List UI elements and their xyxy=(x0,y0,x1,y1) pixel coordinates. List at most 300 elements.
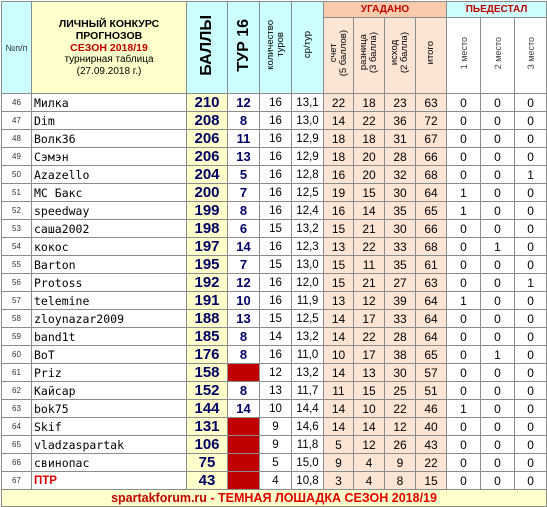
avg-cell: 14,6 xyxy=(292,418,324,436)
place1-cell: 0 xyxy=(447,310,481,328)
avg-cell: 14,4 xyxy=(292,400,324,418)
place1-cell: 1 xyxy=(447,400,481,418)
place3-cell: 0 xyxy=(515,382,547,400)
table-row xyxy=(2,202,547,220)
place3-cell: 0 xyxy=(515,238,547,256)
diff-cell: 20 xyxy=(354,148,385,166)
points-cell: 210 xyxy=(187,94,228,112)
avg-header xyxy=(292,2,324,94)
exact-cell: 5 xyxy=(324,436,354,454)
total-cell: 63 xyxy=(416,94,447,112)
table-row xyxy=(2,382,547,400)
player-name: саша2002 xyxy=(32,220,187,238)
points-cell: 206 xyxy=(187,130,228,148)
place3-cell: 0 xyxy=(515,130,547,148)
avg-cell: 13,2 xyxy=(292,328,324,346)
exact-cell: 13 xyxy=(324,238,354,256)
exact-cell: 16 xyxy=(324,202,354,220)
place3-header xyxy=(515,18,547,94)
avg-cell: 12,9 xyxy=(292,148,324,166)
place3-cell: 0 xyxy=(515,292,547,310)
total-cell: 68 xyxy=(416,166,447,184)
diff-cell: 15 xyxy=(354,184,385,202)
exact-cell: 14 xyxy=(324,418,354,436)
outcome-cell: 31 xyxy=(385,130,416,148)
player-name: zloynazar2009 xyxy=(32,310,187,328)
place1-cell: 0 xyxy=(447,274,481,292)
table-row xyxy=(2,238,547,256)
tours-count-cell: 4 xyxy=(260,472,292,490)
row-index: 63 xyxy=(2,400,32,418)
place1-cell: 1 xyxy=(447,202,481,220)
tours-count-header-label xyxy=(266,20,286,70)
place1-cell: 0 xyxy=(447,472,481,490)
place2-cell: 0 xyxy=(481,202,515,220)
row-index: 53 xyxy=(2,220,32,238)
tours-count-cell: 15 xyxy=(260,256,292,274)
player-name: Protoss xyxy=(32,274,187,292)
player-name: vladzaspartak xyxy=(32,436,187,454)
footer-text: - ТЕМНАЯ ЛОШАДКА СЕЗОН 2018/19 xyxy=(206,491,437,505)
row-index: 67 xyxy=(2,472,32,490)
player-name: BoT xyxy=(32,346,187,364)
tours-count-line-2: туров xyxy=(274,32,286,58)
place2-cell: 0 xyxy=(481,112,515,130)
table-row xyxy=(2,274,547,292)
place3-cell: 1 xyxy=(515,274,547,292)
tour-cell: 7 xyxy=(228,256,260,274)
table-row xyxy=(2,400,547,418)
points-header xyxy=(187,2,228,94)
tour-cell: 8 xyxy=(228,382,260,400)
title-line-1: ЛИЧНЫЙ КОНКУРС xyxy=(58,17,160,30)
table-title xyxy=(32,2,187,94)
player-name: bok75 xyxy=(32,400,187,418)
exact-cell: 11 xyxy=(324,382,354,400)
player-name: свинопас xyxy=(32,454,187,472)
outcome-cell: 39 xyxy=(385,292,416,310)
tour-cell: 8 xyxy=(228,112,260,130)
place2-cell: 0 xyxy=(481,472,515,490)
tour-cell: 13 xyxy=(228,310,260,328)
outcome-cell: 33 xyxy=(385,310,416,328)
tours-count-cell: 9 xyxy=(260,436,292,454)
row-index: 54 xyxy=(2,238,32,256)
diff-cell: 21 xyxy=(354,220,385,238)
points-cell: 198 xyxy=(187,220,228,238)
place1-cell: 0 xyxy=(447,220,481,238)
exact-line-2: (5 баллов) xyxy=(337,29,349,77)
tour-header-label: ТУР 16 xyxy=(234,18,252,72)
place1-cell: 0 xyxy=(447,364,481,382)
tour-cell: 5 xyxy=(228,166,260,184)
player-name: кокос xyxy=(32,238,187,256)
place3-cell: 0 xyxy=(515,436,547,454)
outcome-cell: 25 xyxy=(385,382,416,400)
outcome-cell: 30 xyxy=(385,184,416,202)
tours-count-line-1: количество xyxy=(264,20,276,70)
place3-cell: 0 xyxy=(515,400,547,418)
place1-cell: 0 xyxy=(447,148,481,166)
table-row xyxy=(2,454,547,472)
tour-cell xyxy=(228,454,260,472)
points-cell: 158 xyxy=(187,364,228,382)
outcome-line-2: (2 балла) xyxy=(399,32,410,74)
total-cell: 61 xyxy=(416,256,447,274)
avg-cell: 12,0 xyxy=(292,274,324,292)
player-name: ПТР xyxy=(32,472,187,490)
index-header: №п/п xyxy=(2,2,32,94)
table-row xyxy=(2,148,547,166)
player-name: Barton xyxy=(32,256,187,274)
total-cell: 64 xyxy=(416,328,447,346)
diff-cell: 12 xyxy=(354,292,385,310)
avg-cell: 15,0 xyxy=(292,454,324,472)
row-index: 50 xyxy=(2,166,32,184)
tours-count-cell: 16 xyxy=(260,202,292,220)
row-index: 51 xyxy=(2,184,32,202)
standings-table xyxy=(1,1,547,507)
points-cell: 204 xyxy=(187,166,228,184)
diff-cell: 18 xyxy=(354,130,385,148)
title-line-2: ПРОГНОЗОВ xyxy=(75,29,143,42)
diff-line-2: (3 балла) xyxy=(368,32,379,74)
place3-cell: 0 xyxy=(515,148,547,166)
total-cell: 66 xyxy=(416,148,447,166)
place2-cell: 0 xyxy=(481,256,515,274)
tour-cell: 8 xyxy=(228,346,260,364)
row-index: 60 xyxy=(2,346,32,364)
table-row xyxy=(2,418,547,436)
total-header xyxy=(416,18,447,94)
exact-header-label xyxy=(329,30,349,76)
total-cell: 15 xyxy=(416,472,447,490)
exact-cell: 22 xyxy=(324,94,354,112)
points-cell: 152 xyxy=(187,382,228,400)
outcome-header-label xyxy=(390,32,410,73)
tours-count-cell: 16 xyxy=(260,238,292,256)
row-index: 57 xyxy=(2,292,32,310)
tour-cell: 8 xyxy=(228,202,260,220)
points-header-label: БАЛЛЫ xyxy=(198,14,215,76)
total-cell: 64 xyxy=(416,310,447,328)
table-row xyxy=(2,130,547,148)
diff-header-label xyxy=(359,32,379,73)
exact-line-1: счет xyxy=(327,43,339,63)
place2-cell: 0 xyxy=(481,310,515,328)
avg-cell: 11,0 xyxy=(292,346,324,364)
avg-cell: 11,7 xyxy=(292,382,324,400)
row-index: 52 xyxy=(2,202,32,220)
place1-cell: 0 xyxy=(447,328,481,346)
diff-cell: 17 xyxy=(354,346,385,364)
diff-cell: 14 xyxy=(354,418,385,436)
outcome-cell: 12 xyxy=(385,418,416,436)
total-cell: 68 xyxy=(416,238,447,256)
total-cell: 51 xyxy=(416,382,447,400)
avg-cell: 12,5 xyxy=(292,184,324,202)
points-cell: 43 xyxy=(187,472,228,490)
tour-cell xyxy=(228,364,260,382)
diff-cell: 4 xyxy=(354,454,385,472)
total-cell: 57 xyxy=(416,364,447,382)
exact-cell: 3 xyxy=(324,472,354,490)
player-name: band1t xyxy=(32,328,187,346)
tours-count-cell: 16 xyxy=(260,166,292,184)
title-subtitle: турнирная таблица xyxy=(64,53,154,65)
tours-count-cell: 14 xyxy=(260,328,292,346)
points-cell: 197 xyxy=(187,238,228,256)
table-row xyxy=(2,364,547,382)
title-date: (27.09.2018 г.) xyxy=(76,65,142,77)
points-cell: 192 xyxy=(187,274,228,292)
exact-cell: 16 xyxy=(324,166,354,184)
table-row xyxy=(2,346,547,364)
points-cell: 206 xyxy=(187,148,228,166)
place3-cell: 0 xyxy=(515,202,547,220)
player-name: Волк36 xyxy=(32,130,187,148)
player-name: Кайсар xyxy=(32,382,187,400)
place3-header-label: 3 место xyxy=(525,36,536,70)
avg-cell: 12,9 xyxy=(292,130,324,148)
guessed-group-header: УГАДАНО xyxy=(324,2,447,18)
tour-cell: 14 xyxy=(228,238,260,256)
total-cell: 46 xyxy=(416,400,447,418)
exact-cell: 14 xyxy=(324,364,354,382)
points-cell: 176 xyxy=(187,346,228,364)
table-row xyxy=(2,436,547,454)
avg-cell: 11,9 xyxy=(292,292,324,310)
diff-cell: 12 xyxy=(354,436,385,454)
diff-cell: 22 xyxy=(354,328,385,346)
outcome-cell: 35 xyxy=(385,202,416,220)
podium-group-header: ПЬЕДЕСТАЛ xyxy=(447,2,547,18)
exact-cell: 15 xyxy=(324,274,354,292)
place2-cell: 1 xyxy=(481,238,515,256)
total-cell: 65 xyxy=(416,202,447,220)
tour-cell: 6 xyxy=(228,220,260,238)
tours-count-cell: 15 xyxy=(260,220,292,238)
row-index: 59 xyxy=(2,328,32,346)
exact-cell: 15 xyxy=(324,256,354,274)
diff-cell: 10 xyxy=(354,400,385,418)
row-index: 66 xyxy=(2,454,32,472)
outcome-header xyxy=(385,18,416,94)
place1-header-label: 1 место xyxy=(458,36,469,70)
diff-cell: 18 xyxy=(354,94,385,112)
exact-cell: 10 xyxy=(324,346,354,364)
total-cell: 64 xyxy=(416,184,447,202)
exact-cell: 14 xyxy=(324,400,354,418)
place1-cell: 0 xyxy=(447,256,481,274)
tours-count-cell: 12 xyxy=(260,364,292,382)
points-cell: 188 xyxy=(187,310,228,328)
avg-cell: 13,0 xyxy=(292,256,324,274)
diff-cell: 13 xyxy=(354,364,385,382)
tours-count-header xyxy=(260,2,292,94)
player-name: speedway xyxy=(32,202,187,220)
outcome-cell: 8 xyxy=(385,472,416,490)
table-row xyxy=(2,112,547,130)
table-row xyxy=(2,292,547,310)
footer-banner xyxy=(2,490,547,507)
diff-cell: 17 xyxy=(354,310,385,328)
diff-line-1: разница xyxy=(358,34,369,72)
exact-cell: 14 xyxy=(324,328,354,346)
place3-cell: 1 xyxy=(515,166,547,184)
rows-body xyxy=(2,94,547,490)
diff-cell: 21 xyxy=(354,274,385,292)
avg-cell: 12,3 xyxy=(292,238,324,256)
place2-cell: 0 xyxy=(481,400,515,418)
place1-cell: 0 xyxy=(447,130,481,148)
outcome-cell: 33 xyxy=(385,238,416,256)
row-index: 49 xyxy=(2,148,32,166)
diff-cell: 15 xyxy=(354,382,385,400)
table-row xyxy=(2,328,547,346)
points-cell: 208 xyxy=(187,112,228,130)
exact-cell: 19 xyxy=(324,184,354,202)
player-name: МС Бакс xyxy=(32,184,187,202)
tours-count-cell: 16 xyxy=(260,274,292,292)
outcome-cell: 23 xyxy=(385,94,416,112)
total-cell: 22 xyxy=(416,454,447,472)
diff-cell: 22 xyxy=(354,238,385,256)
avg-cell: 13,0 xyxy=(292,112,324,130)
player-name: Priz xyxy=(32,364,187,382)
diff-header xyxy=(354,18,385,94)
tours-count-cell: 16 xyxy=(260,184,292,202)
row-index: 58 xyxy=(2,310,32,328)
tour-cell xyxy=(228,436,260,454)
place3-cell: 0 xyxy=(515,310,547,328)
table-row xyxy=(2,472,547,490)
place2-cell: 0 xyxy=(481,436,515,454)
place3-cell: 0 xyxy=(515,472,547,490)
diff-cell: 20 xyxy=(354,166,385,184)
total-cell: 43 xyxy=(416,436,447,454)
avg-cell: 12,8 xyxy=(292,166,324,184)
diff-cell: 4 xyxy=(354,472,385,490)
player-name: Dim xyxy=(32,112,187,130)
table-row xyxy=(2,184,547,202)
tour-cell: 8 xyxy=(228,328,260,346)
row-index: 62 xyxy=(2,382,32,400)
points-cell: 191 xyxy=(187,292,228,310)
place1-cell: 0 xyxy=(447,418,481,436)
total-cell: 67 xyxy=(416,130,447,148)
footer-site: spartakforum.ru xyxy=(111,491,207,505)
tour-cell: 12 xyxy=(228,274,260,292)
tour-cell: 11 xyxy=(228,130,260,148)
outcome-cell: 22 xyxy=(385,400,416,418)
tour-cell: 7 xyxy=(228,184,260,202)
place3-cell: 0 xyxy=(515,454,547,472)
place1-cell: 0 xyxy=(447,346,481,364)
tours-count-cell: 16 xyxy=(260,148,292,166)
table-row xyxy=(2,166,547,184)
total-cell: 72 xyxy=(416,112,447,130)
place1-cell: 1 xyxy=(447,292,481,310)
tours-count-cell: 9 xyxy=(260,418,292,436)
place2-cell: 0 xyxy=(481,274,515,292)
place3-cell: 0 xyxy=(515,184,547,202)
row-index: 64 xyxy=(2,418,32,436)
place2-header xyxy=(481,18,515,94)
outcome-cell: 30 xyxy=(385,220,416,238)
player-name: Azazello xyxy=(32,166,187,184)
points-cell: 195 xyxy=(187,256,228,274)
row-index: 48 xyxy=(2,130,32,148)
points-cell: 144 xyxy=(187,400,228,418)
tours-count-cell: 13 xyxy=(260,382,292,400)
place1-cell: 0 xyxy=(447,436,481,454)
exact-cell: 14 xyxy=(324,310,354,328)
player-name: Сэмэн xyxy=(32,148,187,166)
exact-cell: 15 xyxy=(324,220,354,238)
diff-cell: 11 xyxy=(354,256,385,274)
place1-cell: 0 xyxy=(447,454,481,472)
place1-cell: 0 xyxy=(447,112,481,130)
table-row xyxy=(2,310,547,328)
points-cell: 131 xyxy=(187,418,228,436)
tours-count-cell: 15 xyxy=(260,310,292,328)
outcome-cell: 36 xyxy=(385,112,416,130)
outcome-cell: 9 xyxy=(385,454,416,472)
points-cell: 106 xyxy=(187,436,228,454)
outcome-cell: 30 xyxy=(385,364,416,382)
player-name: Skif xyxy=(32,418,187,436)
place2-cell: 0 xyxy=(481,382,515,400)
place1-cell: 0 xyxy=(447,166,481,184)
total-cell: 40 xyxy=(416,418,447,436)
place1-cell: 0 xyxy=(447,94,481,112)
diff-cell: 22 xyxy=(354,112,385,130)
exact-cell: 18 xyxy=(324,130,354,148)
avg-cell: 13,2 xyxy=(292,364,324,382)
place3-cell: 0 xyxy=(515,256,547,274)
outcome-line-1: исход xyxy=(389,40,400,66)
place1-cell: 0 xyxy=(447,382,481,400)
place2-cell: 1 xyxy=(481,346,515,364)
tour-cell xyxy=(228,418,260,436)
place1-cell: 0 xyxy=(447,238,481,256)
outcome-cell: 28 xyxy=(385,328,416,346)
place2-cell: 0 xyxy=(481,292,515,310)
total-cell: 63 xyxy=(416,274,447,292)
avg-header-label: ср/тур xyxy=(301,31,313,59)
place3-cell: 0 xyxy=(515,112,547,130)
exact-cell: 14 xyxy=(324,112,354,130)
total-cell: 64 xyxy=(416,292,447,310)
total-cell: 66 xyxy=(416,220,447,238)
place2-cell: 0 xyxy=(481,418,515,436)
place3-cell: 0 xyxy=(515,328,547,346)
tour-cell xyxy=(228,472,260,490)
avg-cell: 12,5 xyxy=(292,310,324,328)
outcome-cell: 38 xyxy=(385,346,416,364)
avg-cell: 10,8 xyxy=(292,472,324,490)
exact-cell: 13 xyxy=(324,292,354,310)
row-index: 56 xyxy=(2,274,32,292)
tours-count-cell: 16 xyxy=(260,292,292,310)
total-header-label: итого xyxy=(425,41,436,65)
total-cell: 65 xyxy=(416,346,447,364)
outcome-cell: 28 xyxy=(385,148,416,166)
place3-cell: 0 xyxy=(515,364,547,382)
points-cell: 199 xyxy=(187,202,228,220)
place2-cell: 0 xyxy=(481,328,515,346)
